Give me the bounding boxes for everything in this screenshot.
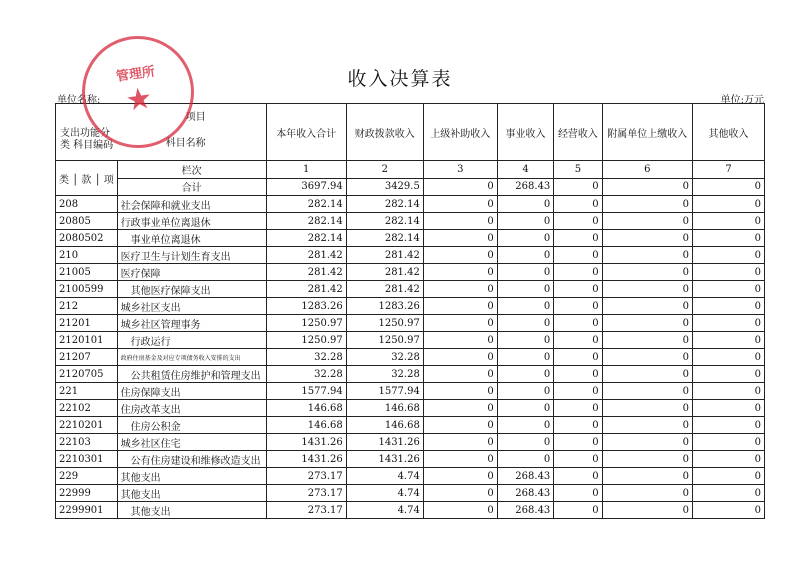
row-c6: 0: [602, 502, 692, 519]
header-col-other: 其他收入: [693, 104, 765, 161]
row-c4: 0: [497, 247, 554, 264]
col-num-2: 2: [346, 161, 423, 179]
seal-text: 管理所: [115, 64, 156, 85]
col-num-3: 3: [423, 161, 497, 179]
row-c6: 0: [602, 264, 692, 281]
row-c6: 0: [602, 315, 692, 332]
row-c2: 32.28: [346, 349, 423, 366]
row-c4: 0: [497, 281, 554, 298]
table-row: [56, 502, 765, 519]
col-num-5: 5: [554, 161, 602, 179]
row-c1: 282.14: [266, 230, 346, 247]
row-name: 政府住房基金及对应专项债务收入安排的支出: [117, 349, 266, 366]
row-c1: 1283.26: [266, 298, 346, 315]
row-c1: 273.17: [266, 468, 346, 485]
row-c2: 146.68: [346, 400, 423, 417]
row-c4: 0: [497, 349, 554, 366]
row-c2: 281.42: [346, 281, 423, 298]
row-c4: 0: [497, 417, 554, 434]
row-c5: 0: [554, 315, 602, 332]
document-title: 收入决算表: [347, 68, 453, 90]
row-c5: 0: [554, 281, 602, 298]
row-c3: 0: [423, 196, 497, 213]
row-name: 住房保障支出: [117, 383, 266, 400]
row-c2: 1577.94: [346, 383, 423, 400]
row-name: 城乡社区住宅: [117, 434, 266, 451]
row-code: 2080502: [56, 230, 118, 247]
row-c6: 0: [602, 196, 692, 213]
total-c7: 0: [693, 178, 765, 196]
table-row: [56, 298, 765, 315]
row-c2: 4.74: [346, 468, 423, 485]
total-c6: 0: [602, 178, 692, 196]
row-c5: 0: [554, 196, 602, 213]
row-c6: 0: [602, 298, 692, 315]
row-c6: 0: [602, 451, 692, 468]
row-code: 212: [56, 298, 118, 315]
col-num-6: 6: [602, 161, 692, 179]
row-name: 行政事业单位离退休: [117, 213, 266, 230]
table-row: [56, 451, 765, 468]
header-col-affiliate: 附属单位上缴收入: [602, 104, 692, 161]
row-c2: 1283.26: [346, 298, 423, 315]
total-row: [56, 178, 765, 196]
row-code: 2299901: [56, 502, 118, 519]
table-row: [56, 264, 765, 281]
table-row: [56, 315, 765, 332]
row-c3: 0: [423, 400, 497, 417]
table-row: [56, 434, 765, 451]
row-c4: 0: [497, 434, 554, 451]
table-row: [56, 332, 765, 349]
unit-name-label: 单位名称:: [57, 95, 101, 106]
row-name: 其他支出: [117, 468, 266, 485]
row-code: 2210301: [56, 451, 118, 468]
total-c3: 0: [423, 178, 497, 196]
row-c2: 282.14: [346, 213, 423, 230]
table-body: [56, 196, 765, 519]
total-c2: 3429.5: [346, 178, 423, 196]
row-c5: 0: [554, 264, 602, 281]
table-row: [56, 230, 765, 247]
row-c2: 1250.97: [346, 315, 423, 332]
table-row: [56, 213, 765, 230]
row-name: 行政运行: [117, 332, 266, 349]
total-c4: 268.43: [497, 178, 554, 196]
row-c7: 0: [693, 485, 765, 502]
row-c7: 0: [693, 196, 765, 213]
seal-star-icon: ★: [125, 82, 153, 116]
row-c7: 0: [693, 264, 765, 281]
row-c4: 0: [497, 451, 554, 468]
row-c7: 0: [693, 366, 765, 383]
row-c1: 282.14: [266, 196, 346, 213]
row-c3: 0: [423, 264, 497, 281]
row-c2: 146.68: [346, 417, 423, 434]
row-c5: 0: [554, 366, 602, 383]
row-c5: 0: [554, 247, 602, 264]
row-c7: 0: [693, 383, 765, 400]
row-c7: 0: [693, 468, 765, 485]
row-name: 其他支出: [117, 502, 266, 519]
row-c2: 1250.97: [346, 332, 423, 349]
row-c5: 0: [554, 451, 602, 468]
row-c5: 0: [554, 332, 602, 349]
header-item-label: 项目: [185, 112, 206, 123]
row-name: 城乡社区支出: [117, 298, 266, 315]
header-xiang: 项: [103, 174, 114, 186]
row-c4: 0: [497, 230, 554, 247]
row-c5: 0: [554, 213, 602, 230]
row-name: 城乡社区管理事务: [117, 315, 266, 332]
row-c4: 0: [497, 400, 554, 417]
row-c1: 281.42: [266, 281, 346, 298]
row-c3: 0: [423, 315, 497, 332]
row-c6: 0: [602, 366, 692, 383]
row-code: 22103: [56, 434, 118, 451]
header-kuan: 款: [81, 174, 92, 186]
row-c4: 0: [497, 196, 554, 213]
row-c6: 0: [602, 383, 692, 400]
row-code: 21005: [56, 264, 118, 281]
row-name: 医疗保障: [117, 264, 266, 281]
total-label: 合计: [117, 178, 266, 196]
row-c3: 0: [423, 247, 497, 264]
row-c2: 282.14: [346, 196, 423, 213]
row-c3: 0: [423, 434, 497, 451]
row-name: 住房公积金: [117, 417, 266, 434]
row-c5: 0: [554, 383, 602, 400]
row-c5: 0: [554, 468, 602, 485]
header-col-total: 本年收入合计: [266, 104, 346, 161]
row-name: 社会保障和就业支出: [117, 196, 266, 213]
row-c6: 0: [602, 247, 692, 264]
header-col-business: 事业收入: [497, 104, 554, 161]
table-row: [56, 281, 765, 298]
row-c4: 268.43: [497, 468, 554, 485]
row-name: 医疗卫生与计划生育支出: [117, 247, 266, 264]
table-row: [56, 468, 765, 485]
row-code: 2120101: [56, 332, 118, 349]
total-c5: 0: [554, 178, 602, 196]
row-c2: 282.14: [346, 230, 423, 247]
header-lei: 类: [59, 174, 69, 186]
unit-measure-label: 单位:万元: [720, 95, 764, 106]
row-c3: 0: [423, 502, 497, 519]
col-num-4: 4: [497, 161, 554, 179]
row-code: 20805: [56, 213, 118, 230]
row-c2: 1431.26: [346, 451, 423, 468]
row-c2: 1431.26: [346, 434, 423, 451]
row-c7: 0: [693, 400, 765, 417]
col-num-7: 7: [693, 161, 765, 179]
header-col-superior: 上级补助收入: [423, 104, 497, 161]
row-c4: 0: [497, 298, 554, 315]
row-c7: 0: [693, 298, 765, 315]
row-code: 21207: [56, 349, 118, 366]
row-c1: 1431.26: [266, 434, 346, 451]
row-c1: 281.42: [266, 264, 346, 281]
table-row: [56, 349, 765, 366]
row-name: 事业单位离退休: [117, 230, 266, 247]
row-c7: 0: [693, 281, 765, 298]
row-c1: 1250.97: [266, 332, 346, 349]
header-row-label: 栏次: [117, 161, 266, 179]
row-c5: 0: [554, 502, 602, 519]
row-c6: 0: [602, 332, 692, 349]
row-c2: 4.74: [346, 502, 423, 519]
row-c1: 282.14: [266, 213, 346, 230]
row-name: 住房改革支出: [117, 400, 266, 417]
row-c7: 0: [693, 332, 765, 349]
row-c7: 0: [693, 417, 765, 434]
row-c3: 0: [423, 468, 497, 485]
row-c3: 0: [423, 417, 497, 434]
row-c1: 32.28: [266, 366, 346, 383]
header-col-operating: 经营收入: [554, 104, 602, 161]
row-c1: 1431.26: [266, 451, 346, 468]
row-c1: 273.17: [266, 502, 346, 519]
row-c1: 273.17: [266, 485, 346, 502]
row-c6: 0: [602, 400, 692, 417]
row-c2: 32.28: [346, 366, 423, 383]
row-code: 22102: [56, 400, 118, 417]
col-num-1: 1: [266, 161, 346, 179]
row-code: 210: [56, 247, 118, 264]
header-lei-kuan-xiang: 类 │ 款 │ 项: [56, 161, 118, 196]
row-code: 22999: [56, 485, 118, 502]
header-func-class-line2: 类 科目编码: [60, 140, 114, 151]
row-c4: 0: [497, 315, 554, 332]
row-c1: 1577.94: [266, 383, 346, 400]
row-c4: 268.43: [497, 485, 554, 502]
row-c7: 0: [693, 451, 765, 468]
row-c1: 1250.97: [266, 315, 346, 332]
row-c5: 0: [554, 434, 602, 451]
table-row: [56, 196, 765, 213]
row-c6: 0: [602, 485, 692, 502]
row-c6: 0: [602, 468, 692, 485]
row-c7: 0: [693, 434, 765, 451]
row-c2: 4.74: [346, 485, 423, 502]
row-c3: 0: [423, 213, 497, 230]
income-statement-table: [55, 103, 765, 519]
row-c7: 0: [693, 315, 765, 332]
row-c6: 0: [602, 281, 692, 298]
row-code: 208: [56, 196, 118, 213]
row-c5: 0: [554, 230, 602, 247]
row-name: 其他支出: [117, 485, 266, 502]
row-c3: 0: [423, 451, 497, 468]
row-c3: 0: [423, 383, 497, 400]
row-code: 21201: [56, 315, 118, 332]
table-row: [56, 247, 765, 264]
row-c1: 32.28: [266, 349, 346, 366]
row-c7: 0: [693, 247, 765, 264]
row-c3: 0: [423, 349, 497, 366]
row-code: 2120705: [56, 366, 118, 383]
row-c3: 0: [423, 281, 497, 298]
header-col-fiscal: 财政拨款收入: [346, 104, 423, 161]
row-c6: 0: [602, 417, 692, 434]
row-code: 221: [56, 383, 118, 400]
row-c4: 268.43: [497, 502, 554, 519]
row-c6: 0: [602, 434, 692, 451]
table-row: [56, 485, 765, 502]
row-c4: 0: [497, 366, 554, 383]
column-number-row: [56, 161, 765, 179]
header-subject-name: 科目名称: [165, 138, 206, 149]
row-c5: 0: [554, 485, 602, 502]
row-c1: 281.42: [266, 247, 346, 264]
row-name: 公共租赁住房维护和管理支出: [117, 366, 266, 383]
row-c5: 0: [554, 417, 602, 434]
table-row: [56, 400, 765, 417]
row-c7: 0: [693, 349, 765, 366]
table-row: [56, 366, 765, 383]
row-c2: 281.42: [346, 264, 423, 281]
row-c6: 0: [602, 230, 692, 247]
row-c5: 0: [554, 298, 602, 315]
row-c1: 146.68: [266, 417, 346, 434]
row-c4: 0: [497, 264, 554, 281]
row-c3: 0: [423, 332, 497, 349]
row-c7: 0: [693, 230, 765, 247]
row-c3: 0: [423, 485, 497, 502]
row-c6: 0: [602, 213, 692, 230]
total-c1: 3697.94: [266, 178, 346, 196]
row-code: 2100599: [56, 281, 118, 298]
row-c5: 0: [554, 349, 602, 366]
row-code: 2210201: [56, 417, 118, 434]
row-c3: 0: [423, 230, 497, 247]
row-c5: 0: [554, 400, 602, 417]
row-c6: 0: [602, 349, 692, 366]
table-row: [56, 383, 765, 400]
header-func-class-line1: 支出功能分: [60, 128, 110, 139]
row-c7: 0: [693, 502, 765, 519]
row-c7: 0: [693, 213, 765, 230]
table-row: [56, 417, 765, 434]
row-name: 其他医疗保障支出: [117, 281, 266, 298]
row-c2: 281.42: [346, 247, 423, 264]
row-c4: 0: [497, 383, 554, 400]
row-c4: 0: [497, 213, 554, 230]
row-c3: 0: [423, 298, 497, 315]
row-c4: 0: [497, 332, 554, 349]
row-code: 229: [56, 468, 118, 485]
row-name: 公有住房建设和维修改造支出: [117, 451, 266, 468]
row-c3: 0: [423, 366, 497, 383]
row-c1: 146.68: [266, 400, 346, 417]
